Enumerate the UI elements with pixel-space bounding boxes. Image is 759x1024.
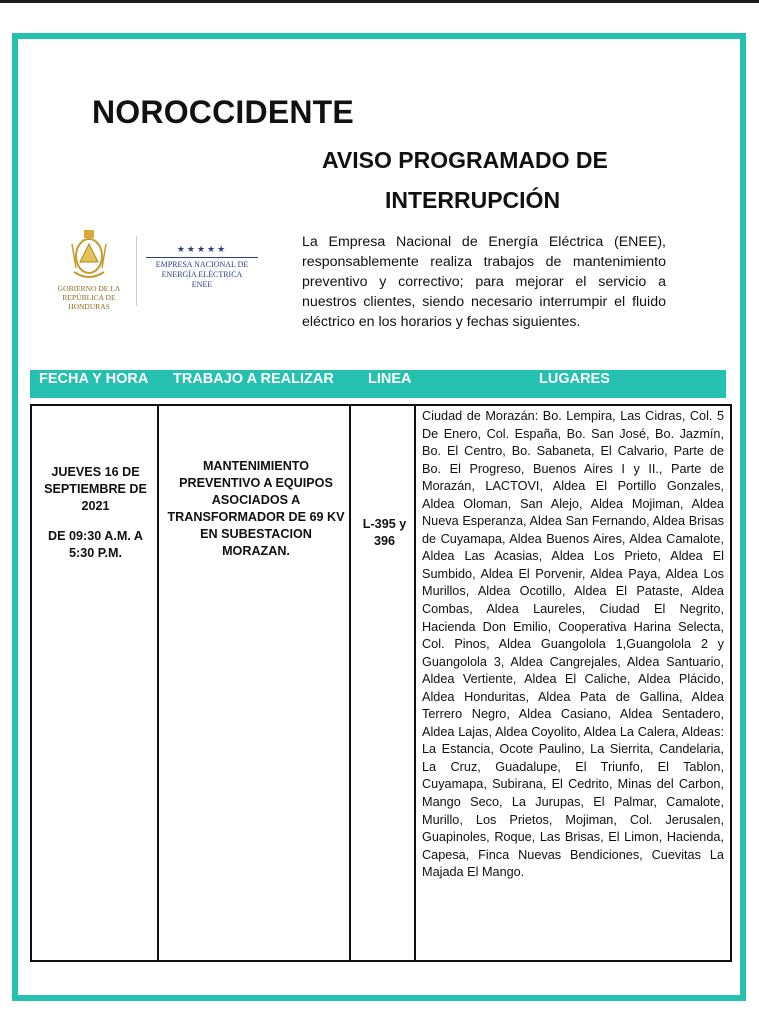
cell-linea: [353, 406, 416, 960]
header-fecha-hora: FECHA Y HORA: [39, 371, 149, 387]
enee-caption-line2: ENERGÍA ELÉCTRICA: [161, 270, 243, 279]
notice-title-line2: INTERRUPCIÓN: [385, 187, 561, 213]
cell-trabajo: [161, 406, 351, 960]
schedule-table: [30, 404, 732, 962]
lugares-text: Ciudad de Morazán: Bo. Lempira, Las Cidras, Col. 5 De Enero, Col. España, Bo. San José, Bo. Jazmín, Bo. El Centro, Bo. Sabaneta, El Calvario, Parte de Bo. El Progreso, Buenos Aires I y II., Parte de Morazán, LACTOVI, Aldea El Portillo Gonzales, Aldea Oloman, San Alejo, Aldea Mojiman, Aldea Nueva Esperanza, Aldea San Fernando, Aldea Brisas de Cuyamapa, Aldea Buenos Aires, Aldea Camalote, Aldea Las Acasias, Aldea Los Prieto, Aldea El Sumbido, Aldea El Porvenir, Aldea Paya, Aldea Los Murillos, Aldea Ocotillo, Aldea El Pataste, Aldea Combas, Aldea Laureles, Ciudad El Negrito, Hacienda Don Emilio, Cooperativa Harina Selecta, Col. Pinos, Aldea Guangolola 1,Guangolola 2 y Guangolola 3, Aldea Cangrejales, Aldea Santuario, Aldea Vertiente, Aldea El Caliche, Aldea Plácido, Aldea Honduritas, Aldea Pata de Gallina, Aldea Terrero Negro, Aldea Casiano, Aldea Sentadero, Aldea Lajas, Aldea Coyolito, Aldea La Calera, Aldeas: La Estancia, Ocote Paulino, La Sierrita, Candelaria, La Cruz, Guadalupe, El Triunfo, El Tablon, Cuyamapa, Subirana, El Cedrito, Minas del Carbon, Mango Seco, La Jurupas, El Palmar, Camalote, Murillo, Los Prietos, Mojiman, Col. Jerusalen, Guapinoles, Roque, Las Brisas, El Limon, Hacienda, Capesa, Finca Nuevas Bendiciones, Cuevitas La Majada El Mango.: [422, 409, 724, 880]
trabajo-text: MANTENIMIENTO PREVENTIVO A EQUIPOS ASOCIADOS A TRANSFORMADOR DE 69 KV EN SUBESTACION MORAZAN.: [167, 459, 345, 558]
fecha-text: JUEVES 16 DE SEPTIEMBRE DE 2021: [44, 465, 147, 513]
table-header: [30, 370, 726, 398]
government-seal-logo: [48, 224, 130, 310]
region-title: NOROCCIDENTE: [92, 94, 354, 130]
enee-logo-rule: [146, 257, 258, 258]
hora-text: DE 09:30 A.M. A 5:30 P.M.: [48, 529, 143, 560]
enee-caption-line1: EMPRESA NACIONAL DE: [155, 260, 249, 269]
linea-text: L-395 y 396: [362, 517, 407, 548]
intro-paragraph: La Empresa Nacional de Energía Eléctrica (ENEE), responsablemente realiza trabajos de mantenimiento preventivo y correctivo; para mejorar el servicio a nuestros clientes, siendo necesario interrumpir el fluido eléctrico en los horarios y fechas siguientes.: [302, 234, 666, 330]
logo-divider: [136, 236, 137, 306]
header-lugares: LUGARES: [539, 371, 610, 387]
coat-of-arms-icon: [48, 224, 130, 284]
enee-logo: [140, 244, 264, 304]
cell-fecha-hora: [32, 406, 159, 960]
seal-caption-line2: REPÚBLICA DE HONDURAS: [62, 293, 116, 311]
notice-title-line1: AVISO PROGRAMADO DE: [322, 147, 608, 173]
enee-stars-icon: ★★★★★: [176, 244, 228, 254]
seal-caption-line1: GOBIERNO DE LA: [57, 284, 121, 293]
top-edge-bar: [0, 0, 759, 3]
header-linea: LINEA: [368, 371, 412, 387]
header-trabajo: TRABAJO A REALIZAR: [173, 371, 334, 387]
cell-lugares: [418, 406, 730, 960]
enee-caption-line3: ENEE: [191, 280, 213, 289]
